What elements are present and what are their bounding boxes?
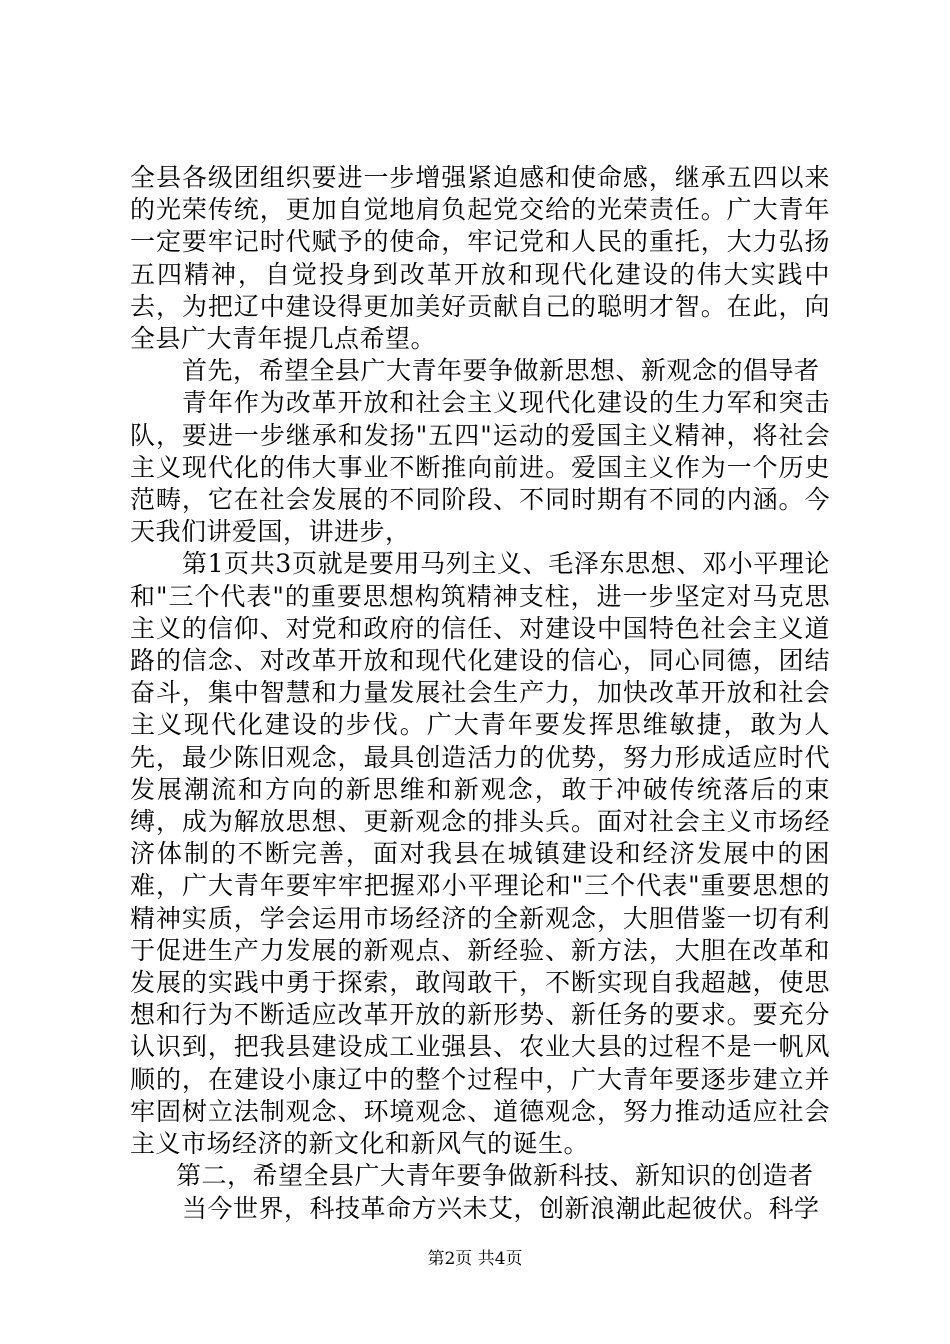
paragraph-intro: 全县各级团组织要进一步增强紧迫感和使命感，继承五四以来的光荣传统，更加自觉地肩负起党交给的光荣责任。广大青年一定要牢记时代赋予的使命，牢记党和人民的重托，大力弘扬五四精神，自觉投身到改革开放和现代化建设的伟大实践中去，为把辽中建设得更加美好贡献自己的聪明才智。在此，向全县广大青年提几点希望。 — [130, 163, 830, 354]
paragraph-tech: 当今世界，科技革命方兴未艾，创新浪潮此起彼伏。科学 — [182, 1193, 820, 1223]
page-footer: 第2页 共4页 — [427, 1249, 523, 1269]
document-body — [130, 162, 830, 1225]
heading-first-hope: 首先，希望全县广大青年要争做新思想、新观念的倡导者 — [182, 356, 820, 386]
paragraph-youth-role: 青年作为改革开放和社会主义现代化建设的生力军和突击队，要进一步继承和发扬"五四"运动的爱国主义精神，将社会主义现代化的伟大事业不断推向前进。爱国主义作为一个历史范畴，它在社会发展的不同阶段、不同时期有不同的内涵。今天我们讲爱国，讲进步， — [130, 388, 830, 547]
heading-second-hope: 第二，希望全县广大青年要争做新科技、新知识的创造者 — [176, 1161, 814, 1191]
paragraph-ideology: 第1页共3页就是要用马列主义、毛泽东思想、邓小平理论和"三个代表"的重要思想构筑精神支柱，进一步坚定对马克思主义的信仰、对党和政府的信任、对建设中国特色社会主义道路的信念、对改革开放和现代化建设的信心，同心同德，团结奋斗，集中智慧和力量发展社会生产力，加快改革开放和社会主义现代化建设的步伐。广大青年要发挥思维敏捷，敢为人先，最少陈旧观念，最具创造活力的优势，努力形成适应时代发展潮流和方向的新思维和新观念，敢于冲破传统落后的束缚，成为解放思想、更新观念的排头兵。面对社会主义市场经济体制的不断完善，面对我县在城镇建设和经济发展中的困难，广大青年要牢牢把握邓小平理论和"三个代表"重要思想的精神实质，学会运用市场经济的全新观念，大胆借鉴一切有利于促进生产力发展的新观点、新经验、新方法，大胆在改革和发展的实践中勇于探索，敢闯敢干，不断实现自我超越，使思想和行为不断适应改革开放的新形势、新任务的要求。要充分认识到，把我县建设成工业强县、农业大县的过程不是一帆风顺的，在建设小康辽中的整个过程中，广大青年要逐步建立并牢固树立法制观念、环境观念、道德观念，努力推动适应社会主义市场经济的新文化和新风气的诞生。 — [130, 549, 830, 1159]
